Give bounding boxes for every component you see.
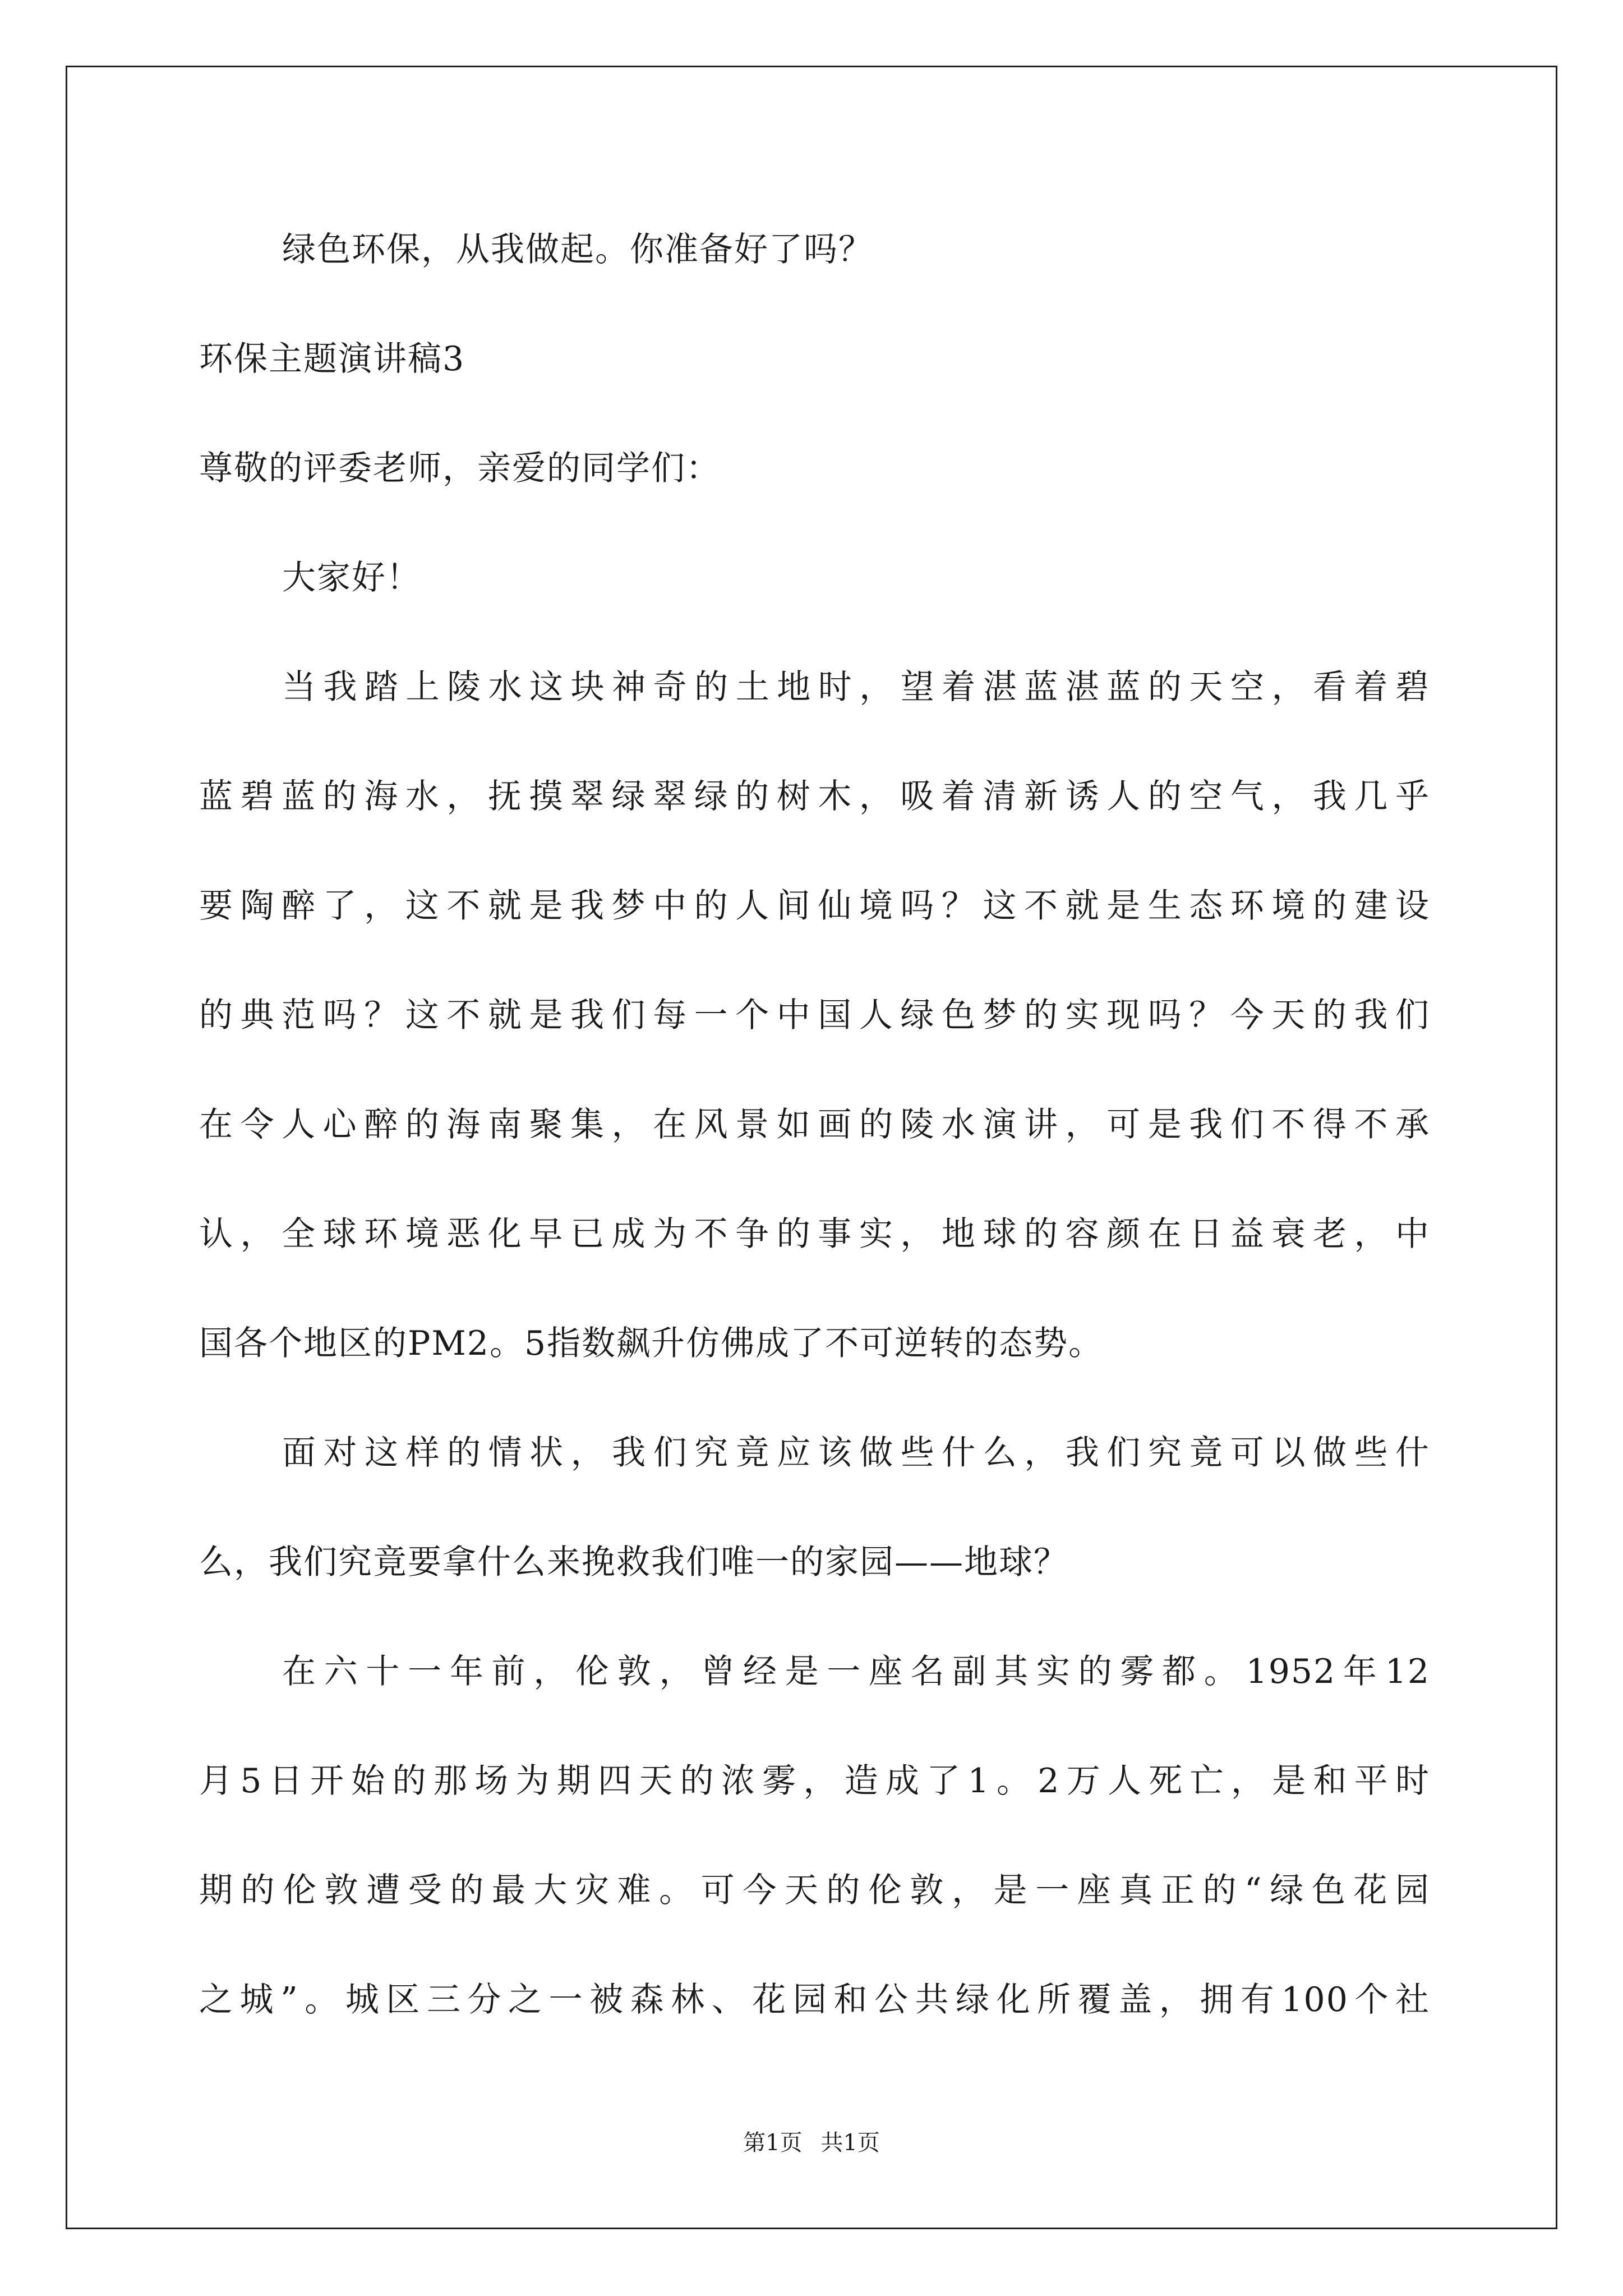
page-number-total: 共1页 [820,2130,880,2156]
paragraph-line: 面对这样的情状，我们究竟应该做些什么，我们究竟可以做些什 [282,1433,1430,1473]
paragraph-line: 要陶醉了，这不就是我梦中的人间仙境吗？这不就是生态环境的建设 [199,886,1430,926]
paragraph-line: 认，全球环境恶化早已成为不争的事实，地球的容颜在日益衰老，中 [199,1214,1430,1254]
paragraph-line: 期的伦敦遭受的最大灾难。可今天的伦敦，是一座真正的“绿色花园 [199,1871,1430,1910]
paragraph-line: 当我踏上陵水这块神奇的土地时，望着湛蓝湛蓝的天空，看着碧 [282,668,1430,707]
paragraph-line: 在令人心醉的海南聚集，在风景如画的陵水演讲，可是我们不得不承 [199,1105,1430,1144]
paragraph-line: 绿色环保，从我做起。你准备好了吗？ [282,230,873,269]
section-heading: 环保主题演讲稿3 [199,339,465,379]
page-footer [0,2132,1623,2154]
greeting: 大家好！ [282,558,421,597]
paragraph-line: 月5日开始的那场为期四天的浓雾，造成了1。2万人死亡，是和平时 [199,1761,1430,1801]
paragraph-line: 在六十一年前，伦敦，曾经是一座名副其实的雾都。1952年12 [282,1652,1430,1691]
page-number-current: 第1页 [743,2130,803,2156]
paragraph-line: 之城”。城区三分之一被森林、花园和公共绿化所覆盖，拥有100个社 [199,1980,1430,2019]
paragraph-line: 的典范吗？这不就是我们每一个中国人绿色梦的实现吗？今天的我们 [199,996,1430,1035]
paragraph-line: 么，我们究竟要拿什么来挽救我们唯一的家园——地球？ [199,1543,1068,1582]
paragraph-line: 国各个地区的PM2。5指数飙升仿佛成了不可逆转的态势。 [199,1324,1104,1363]
salutation: 尊敬的评委老师，亲爱的同学们： [199,449,721,488]
paragraph-line: 蓝碧蓝的海水，抚摸翠绿翠绿的树木，吸着清新诱人的空气，我几乎 [199,777,1430,816]
